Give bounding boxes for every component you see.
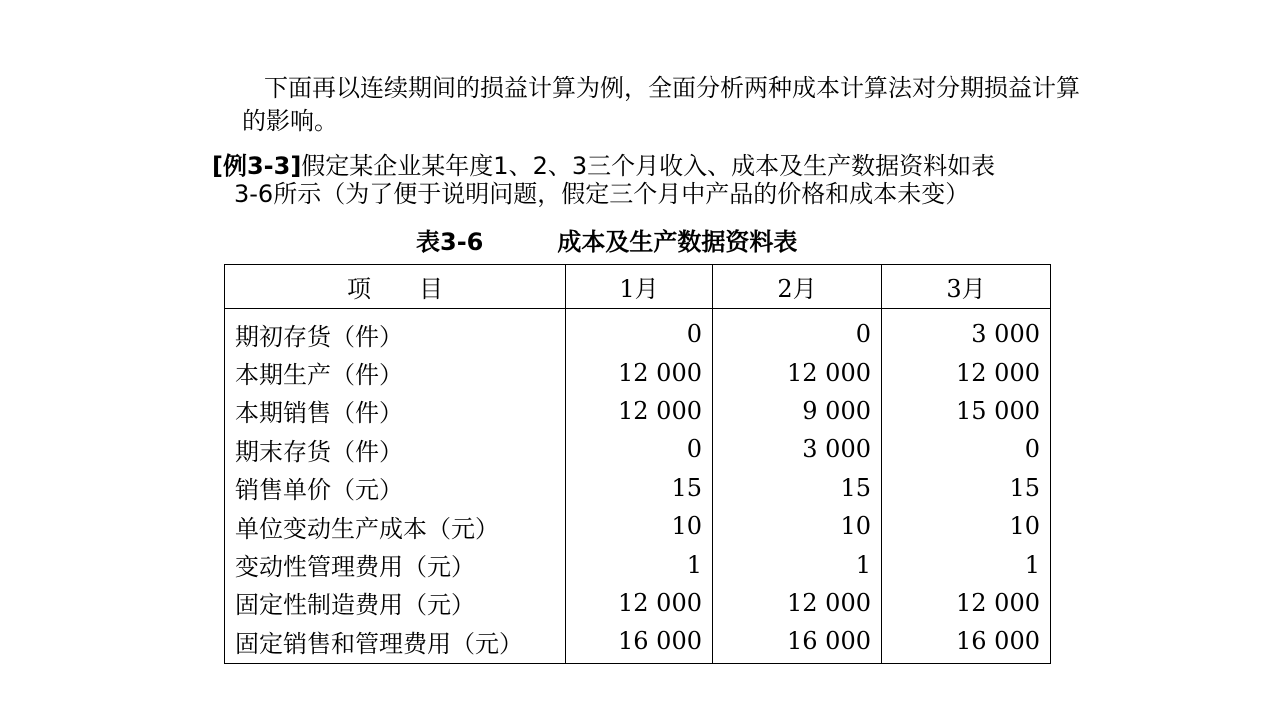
cell-value: 16 000 [713,622,882,663]
table-row [225,430,1051,468]
table-row [225,584,1051,622]
cell-value: 15 000 [882,392,1051,430]
header-month-3: 3月 [882,265,1051,309]
cell-value: 12 000 [882,353,1051,391]
cell-value: 15 [566,469,713,507]
header-month-2: 2月 [713,265,882,309]
intro-paragraph [242,72,1082,138]
cell-value: 10 [566,507,713,545]
cell-value: 12 000 [566,584,713,622]
cell-value: 12 000 [566,353,713,391]
cell-value: 10 [882,507,1051,545]
table-row [225,622,1051,663]
cell-value: 0 [713,309,882,354]
cell-value: 0 [566,430,713,468]
table-row [225,507,1051,545]
cell-value: 1 [713,545,882,583]
cell-value: 16 000 [882,622,1051,663]
cell-value: 0 [566,309,713,354]
cell-value: 16 000 [566,622,713,663]
cell-value: 12 000 [713,353,882,391]
cell-value: 10 [713,507,882,545]
example-line-1: 假定某企业某年度1、2、3三个月收入、成本及生产数据资料如表 [301,152,996,180]
cell-value: 1 [882,545,1051,583]
table-row [225,545,1051,583]
cell-value: 3 000 [882,309,1051,354]
row-label: 销售单价（元） [225,469,566,507]
table-title: 成本及生产数据资料表 [557,228,798,256]
cell-value: 12 000 [713,584,882,622]
cell-value: 0 [882,430,1051,468]
cell-value: 1 [566,545,713,583]
row-label: 固定性制造费用（元） [225,584,566,622]
row-label: 变动性管理费用（元） [225,545,566,583]
example-paragraph [212,152,1092,208]
row-label: 本期生产（件） [225,353,566,391]
example-line-2: 3-6所示（为了便于说明问题，假定三个月中产品的价格和成本未变） [234,180,970,208]
table-header-row [225,265,1051,309]
table-row [225,309,1051,354]
example-tag: [例3-3] [212,152,302,180]
table-row [225,353,1051,391]
row-label: 期末存货（件） [225,430,566,468]
cell-value: 9 000 [713,392,882,430]
row-label: 期初存货（件） [225,309,566,354]
table-row [225,469,1051,507]
row-label: 单位变动生产成本（元） [225,507,566,545]
header-item: 项 目 [225,265,566,309]
cell-value: 15 [713,469,882,507]
data-table [224,264,1051,664]
cell-value: 15 [882,469,1051,507]
cell-value: 12 000 [882,584,1051,622]
row-label: 本期销售（件） [225,392,566,430]
table-row [225,392,1051,430]
cell-value: 3 000 [713,430,882,468]
row-label: 固定销售和管理费用（元） [225,622,566,663]
header-month-1: 1月 [566,265,713,309]
table-number: 表3-6 [416,228,484,256]
cell-value: 12 000 [566,392,713,430]
intro-text: 下面再以连续期间的损益计算为例，全面分析两种成本计算法对分期损益计算的影响。 [242,74,1080,135]
table-caption [416,226,797,258]
